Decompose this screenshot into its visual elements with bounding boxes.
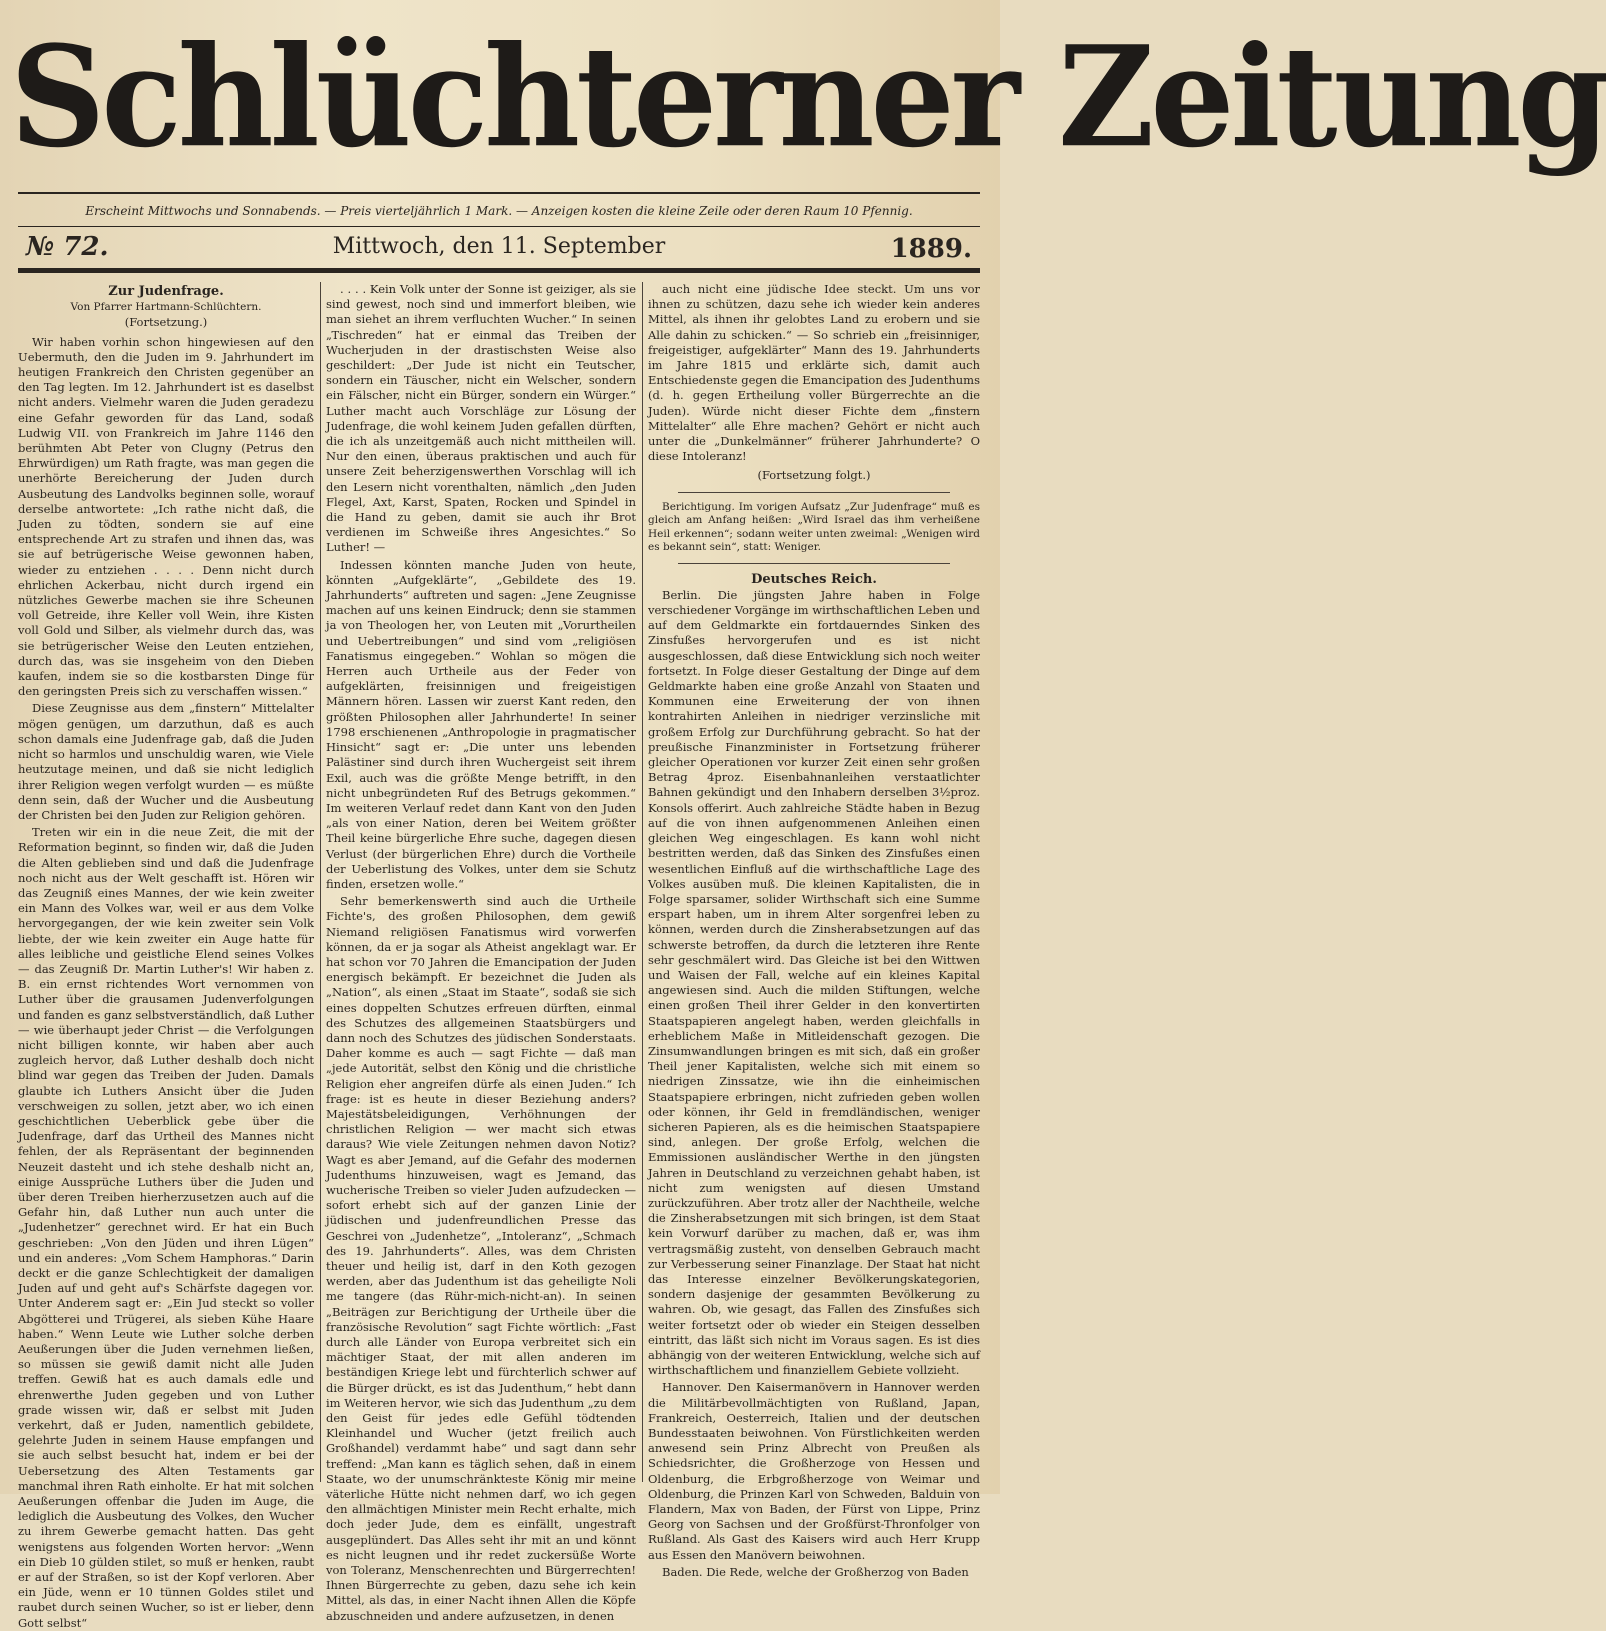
column-3	[648, 282, 980, 1579]
subline-rule	[18, 226, 980, 227]
paragraph: Indessen könnten manche Juden von heute, könnten „Aufgeklärte“, „Gebildete des 19. Jahrhunderts“ auftreten und sagen: „Jene Zeugnisse machen auf uns keinen Eindruck; denn sie stammen ja von Theologen her, von Leuten mit „Vorurtheilen und Uebertreibungen“ und sind vom „religiösen Fanatismus eingegeben.“ Wohlan so mögen die Herren auch Urtheile aus der Feder von aufgeklärten, freisinnigen und freigeistigen Männern hören. Lassen wir zuerst Kant reden, den größten Philosophen aller Jahrhunderte! In seiner 1798 erschienenen „Anthropologie in pragmatischer Hinsicht“ sagt er: „Die unter uns lebenden Palästiner sind durch ihren Wuchergeist seit ihrem Exil, auch was die größte Menge betrifft, in den nicht unbegründeten Ruf des Betrugs gekommen.“ Im weiteren Verlauf redet dann Kant von den Juden „als von einer Nation, deren bei Weitem größter Theil keine bürgerliche Ehre suche, dagegen diesen Verlust (der bürgerlichen Ehre) durch die Vortheile der Ueberlistung des Volkes, unter dem sie Schutz finden, ersetzen wolle.“	[326, 557, 636, 891]
paragraph: Treten wir ein in die neue Zeit, die mit der Reformation beginnt, so finden wir, daß die Juden die Alten geblieben sind und daß die Judenfrage noch nicht aus der Welt geschafft ist. Hören wir das Zeugniß eines Mannes, der wie kein zweiter ein Mann des Volkes war, weil er aus dem Volke hervorgegangen, der wie kein zweiter sein Volk liebte, der wie kein zweiter ein Auge hatte für alles leibliche und geistliche Elend seines Volkes — das Zeugniß Dr. Martin Luther's! Wir haben z. B. ein ernst richtendes Wort vernommen von Luther über die grausamen Judenverfolgungen und fanden es ganz selbstverständlich, daß Luther — wie überhaupt jeder Christ — die Verfolgungen nicht billigen konnte, wir haben aber auch zugleich hervor, daß Luther deshalb doch nicht blind war gegen das Treiben der Juden. Damals glaubte ich Luthers Ansicht über die Juden verschweigen zu sollen, jetzt aber, wo ich einen geschichtlichen Ueberblick gebe über die Judenfrage, darf das Urtheil des Mannes nicht fehlen, der als Repräsentant der beginnenden Neuzeit dasteht und ich stehe deshalb nicht an, einige Aussprüche Luthers über die Juden und über deren Treiben hierherzusetzen auch auf die Gefahr hin, daß Luther nun auch unter die „Judenhetzer“ gerechnet wird. Er hat ein Buch geschrieben: „Von den Jüden und ihren Lügen“ und ein anderes: „Vom Schem Hamphoras.“ Darin deckt er die ganze Schlechtigkeit der damaligen Juden auf und geht auf's Schärfste dagegen vor. Unter Anderem sagt er: „Ein Jud steckt so voller Abgötterei und Trügerei, als sieben Kühe Haare haben.“ Wenn Leute wie Luther solche derben Aeußerungen über die Juden vernehmen ließen, so müssen sie gewiß damit nicht alle Juden treffen. Gewiß hat es auch damals edle und ehrenwerthe Juden gegeben und von Luther grade wissen wir, daß er selbst mit Juden verkehrt, daß er Juden, namentlich gebildete, gelehrte Juden in seinem Hause empfangen und sie auch selbst besucht hat, indem er bei der Uebersetzung des Alten Testaments gar manchmal ihren Rath einholte. Er hat mit solchen Aeußerungen offenbar die Juden im Auge, die lediglich die Ausbeutung des Volkes, den Wucher zu ihrem Gewerbe gemacht hatten. Das geht wenigstens aus folgenden Worten hervor: „Wenn ein Dieb 10 gülden stilet, so muß er henken, raubt er auf der Straßen, so ist der Kopf verloren. Aber ein Jüde, wenn er 10 tünnen Goldes stilet und raubet durch seinen Wucher, so ist er lieber, denn Gott selbst“	[18, 825, 314, 1630]
section-title: Deutsches Reich.	[751, 571, 877, 587]
paragraph: Baden. Die Rede, welche der Großherzog von Baden	[662, 1564, 969, 1579]
dateline-rule	[18, 268, 980, 273]
article-title: Zur Judenfrage.	[108, 284, 224, 299]
paragraph: . . . . Kein Volk unter der Sonne ist geiziger, als sie sind gewest, noch sind und immerfort bleiben, wie man siehet an ihrem verfluchten Wucher.“ In seinen „Tischreden“ hat er einmal das Treiben der Wucherjuden in der drastischsten Weise also geschildert: „Der Jude ist nicht ein Teutscher, sondern ein Täuscher, nicht ein Welscher, sondern ein Fälscher, nicht ein Bürger, sondern ein Würger.“ Luther macht auch Vorschläge zur Lösung der Judenfrage, die wohl keinem Juden gefallen dürften, die ich als unzeitgemäß auch nicht mittheilen will. Nur den einen, überaus praktischen und auch für unsere Zeit beherzigenswerthen Vorschlag will ich den Lesern nicht vorenthalten, nämlich „den Juden Flegel, Axt, Karst, Spaten, Rocken und Spindel in die Hand zu geben, damit sie auch ihr Brot verdienen im Schweiße ihres Angesichtes.“ So Luther! —	[326, 282, 636, 555]
paragraph: Wir haben vorhin schon hingewiesen auf den Uebermuth, den die Juden im 9. Jahrhundert im heutigen Frankreich den Christen gegenüber an den Tag legten. Im 12. Jahrhundert ist es daselbst nicht anders. Vielmehr waren die Juden geradezu eine Gefahr geworden für das Land, sodaß Ludwig VII. von Frankreich im Jahre 1146 den berühmten Abt Peter von Clugny (Petrus den Ehrwürdigen) um Rath fragte, was man gegen die unerhörte Bereicherung der Juden durch Ausbeutung des Landvolks beginnen solle, worauf derselbe antwortete: „Ich rathe nicht daß, die Juden zu tödten, sondern sie auf eine entsprechende Art zu strafen und ihnen das, was sie auf betrügerische Weise gewonnen haben, wieder zu entziehen . . . . Denn nicht durch ehrlichen Ackerbau, nicht durch irgend ein nützliches Gewerbe machen sie ihre Scheunen voll Getreide, ihre Keller voll Wein, ihre Kisten voll Gold und Silber, als vielmehr durch das, was sie betrügerischer Weise den Leuten entziehen, durch das, was sie insgeheim von den Dieben kaufen, indem sie so die kostbarsten Dinge für den geringsten Preis sich zu verschaffen wissen.“	[18, 334, 314, 699]
section-divider	[678, 492, 950, 493]
issue-year: 1889.	[890, 234, 972, 264]
paragraph: Berlin. Die jüngsten Jahre haben in Folge verschiedener Vorgänge im wirthschaftlichen Leben und auf dem Geldmarkte ein fortdauerndes Sinken des Zinsfußes hervorgerufen und es ist nicht ausgeschlossen, daß diese Entwicklung sich noch weiter fortsetzt. In Folge dieser Gestaltung der Dinge auf dem Geldmarkte haben eine große Anzahl von Staaten und Kommunen eine Erweiterung der von ihnen kontrahirten Anleihen in niedriger verzinsliche mit großem Erfolg zur Durchführung gebracht. So hat der preußische Finanzminister in Fortsetzung früherer gleicher Operationen vor kurzer Zeit einen sehr großen Betrag 4proz. Eisenbahnanleihen verstaatlichter Bahnen gekündigt und den Inhabern derselben 3½proz. Konsols offerirt. Auch zahlreiche Städte haben in Bezug auf die von ihnen aufgenommenen Anleihen einen gleichen Weg eingeschlagen. Es kann wohl nicht bestritten werden, daß das Sinken des Zinsfußes einen wesentlichen Einfluß auf die wirthschaftliche Lage des Volkes ausüben muß. Die kleinen Kapitalisten, die in Folge sparsamer, solider Wirthschaft sich eine Summe erspart haben, um in ihrem Alter sorgenfrei leben zu können, werden durch die Zinsherabsetzungen auf das schwerste betroffen, da durch die letzteren ihre Rente sehr geschmälert wird. Das Gleiche ist bei den Wittwen und Waisen der Fall, welche auf ein kleines Kapital angewiesen sind. Auch die milden Stiftungen, welche einen großen Theil ihrer Gelder in den konvertirten Staatspapieren angelegt haben, werden gleichfalls in erheblichem Maße in Mitleidenschaft gezogen. Die Zinsumwandlungen bringen es mit sich, daß ein großer Theil jener Kapitalisten, welche sich mit einem so niedrigen Zinssatze, wie ihn die einheimischen Staatspapiere erbringen, nicht zufrieden geben wollen oder können, ihr Geld in fremdländischen, weniger sicheren Papieren, als es die heimischen Staatspapiere sind, anlegen. Der große Erfolg, welchen die Emmissionen ausländischer Werthe in den jüngsten Jahren in Deutschland zu verzeichnen gehabt haben, ist nicht zum wenigsten auf diesen Umstand zurückzuführen. Aber trotz aller der Nachtheile, welche die Zinsherabsetzungen mit sich bringen, ist dem Staat kein Vorwurf darüber zu machen, daß er, was ihm vertragsmäßig zusteht, von denselben Gebrauch macht zur Verbesserung seiner Finanzlage. Der Staat hat nicht das Interesse einzelner Bevölkerungskategorien, sondern dasjenige der gesammten Bevölkerung zu wahren. Ob, wie gesagt, das Fallen des Zinsfußes sich weiter fortsetzt oder ob wieder ein Steigen desselben eintritt, das läßt sich nicht im Voraus sagen. Es ist dies abhängig von der weiteren Entwicklung, welche sich auf wirthschaftlichem und finanziellem Gebiete vollzieht.	[648, 587, 980, 1378]
column-separator	[320, 282, 321, 1482]
column-2	[326, 282, 636, 1623]
paragraph: Diese Zeugnisse aus dem „finstern“ Mittelalter mögen genügen, um darzuthun, daß es auch schon damals eine Judenfrage gab, daß die Juden nicht so harmlos und unschuldig waren, wie Viele heutzutage meinen, und daß sie nicht lediglich ihrer Religion wegen verfolgt wurden — es müßte denn sein, daß der Wucher und die Ausbeutung der Christen bei den Juden zur Religion gehören.	[18, 701, 314, 822]
issue-number: № 72.	[26, 232, 109, 262]
paragraph: Sehr bemerkenswerth sind auch die Urtheile Fichte's, des großen Philosophen, dem gewiß Niemand religiösen Fanatismus wird vorwerfen können, da er ja sogar als Atheist angeklagt war. Er hat schon vor 70 Jahren die Emancipation der Juden energisch bekämpft. Er bezeichnet die Juden als „Nation“, als einen „Staat im Staate“, sodaß sie sich eines doppelten Schutzes erfreuen dürften, einmal des Schutzes des allgemeinen Staatsbürgers und dann noch des Schutzes des jüdischen Sonderstaats. Daher komme es auch — sagt Fichte — daß man „jede Autorität, selbst den König und die christliche Religion eher angreifen dürfe als einen Juden.“ Ich frage: ist es heute in dieser Beziehung anders? Majestätsbeleidigungen, Verhöhnungen der christlichen Religion — wer macht sich etwas daraus? Wie viele Zeitungen nehmen davon Notiz? Wagt es aber Jemand, auf die Gefahr des modernen Judenthums hinzuweisen, wagt es Jemand, das wucherische Treiben so vieler Juden aufzudecken — sofort erhebt sich auf der ganzen Linie der jüdischen und judenfreundlichen Presse das Geschrei von „Judenhetze“, „Intoleranz“, „Schmach des 19. Jahrhunderts“. Alles, was dem Christen theuer und heilig ist, darf in den Koth gezogen werden, aber das Judenthum ist das geheiligte Noli me tangere (das Rühr-mich-nicht-an). In seinen „Beiträgen zur Berichtigung der Urtheile über die französische Revolution“ sagt Fichte wörtlich: „Fast durch alle Länder von Europa verbreitet sich ein mächtiger Staat, der mit allen anderen im beständigen Kriege lebt und fürchterlich schwer auf die Bürger drückt, es ist das Judenthum,“ hebt dann im Weiteren hervor, wie sich das Judenthum „zu dem den Geist für jedes edle Gefühl tödtenden Kleinhandel und Wucher (jetzt freilich auch Großhandel) verdammt habe“ und sagt dann sehr treffend: „Man kann es täglich sehen, daß in einem Staate, wo der unumschränkteste König mir meine väterliche Hütte nicht nehmen darf, wo ich gegen den allmächtigen Minister mein Recht erhalte, mich doch jeder Jude, dem es einfällt, ungestraft ausgeplündert. Das Alles seht ihr mit an und könnt es nicht leugnen und ihr redet zuckersüße Worte von Toleranz, Menschenrechten und Bürgerrechten! Ihnen Bürgerrechte zu geben, dazu sehe ich kein Mittel, als das, in einer Nacht ihnen Allen die Köpfe abzuschneiden und andere aufzusetzen, in denen	[326, 894, 636, 1623]
column-1	[18, 282, 314, 1630]
subscription-line: Erscheint Mittwochs und Sonnabends. — Preis vierteljährlich 1 Mark. — Anzeigen kosten die kleine Zeile oder deren Raum 10 Pfennig.	[85, 204, 913, 218]
masthead-title: Schlüchterner Zeitung	[10, 16, 1606, 179]
paragraph: Hannover. Den Kaisermanövern in Hannover werden die Militärbevollmächtigten von Rußland, Japan, Frankreich, Oesterreich, Italien und der deutschen Bundesstaaten beiwohnen. Von Fürstlichkeiten werden anwesend sein Prinz Albrecht von Preußen als Schiedsrichter, die Großherzoge von Hessen und Oldenburg, die Erbgroßherzoge von Weimar und Oldenburg, die Prinzen Karl von Schweden, Balduin von Flandern, Max von Baden, der Fürst von Lippe, Prinz Georg von Sachsen und der Großfürst-Thronfolger von Rußland. Als Gast des Kaisers wird auch Herr Krupp aus Essen den Manövern beiwohnen.	[648, 1380, 980, 1562]
issue-date: Mittwoch, den 11. September	[332, 234, 666, 259]
to-be-continued: (Fortsetzung folgt.)	[757, 468, 871, 483]
section-divider	[678, 563, 950, 564]
column-separator	[642, 282, 643, 1482]
masthead-rule	[18, 192, 980, 194]
dateline	[18, 232, 980, 272]
correction-notice: Berichtigung. Im vorigen Aufsatz „Zur Judenfrage“ muß es gleich am Anfang heißen: „Wird Israel das ihm verheißene Heil erkennen“; sodann weiter unten zweimal: „Wenigen wird es bekannt sein“, statt: Weniger.	[648, 500, 980, 554]
article-continued: (Fortsetzung.)	[124, 315, 208, 330]
article-author: Von Pfarrer Hartmann-Schlüchtern.	[70, 301, 262, 314]
paragraph: auch nicht eine jüdische Idee steckt. Um uns vor ihnen zu schützen, dazu sehe ich wieder kein anderes Mittel, als ihnen ihr gelobtes Land zu erobern und sie Alle dahin zu schicken.“ — So schrieb ein „freisinniger, freigeistiger, aufgeklärter“ Mann des 19. Jahrhunderts im Jahre 1815 und erklärte sich, damit auch Entschiedenste gegen die Emancipation des Judenthums (d. h. gegen Ertheilung voller Bürgerrechte an die Juden). Würde nicht dieser Fichte dem „finstern Mittelalter“ alle Ehre machen? Gehört er nicht auch unter die „Dunkelmänner“ früherer Jahrhunderte? O diese Intoleranz!	[648, 282, 980, 464]
